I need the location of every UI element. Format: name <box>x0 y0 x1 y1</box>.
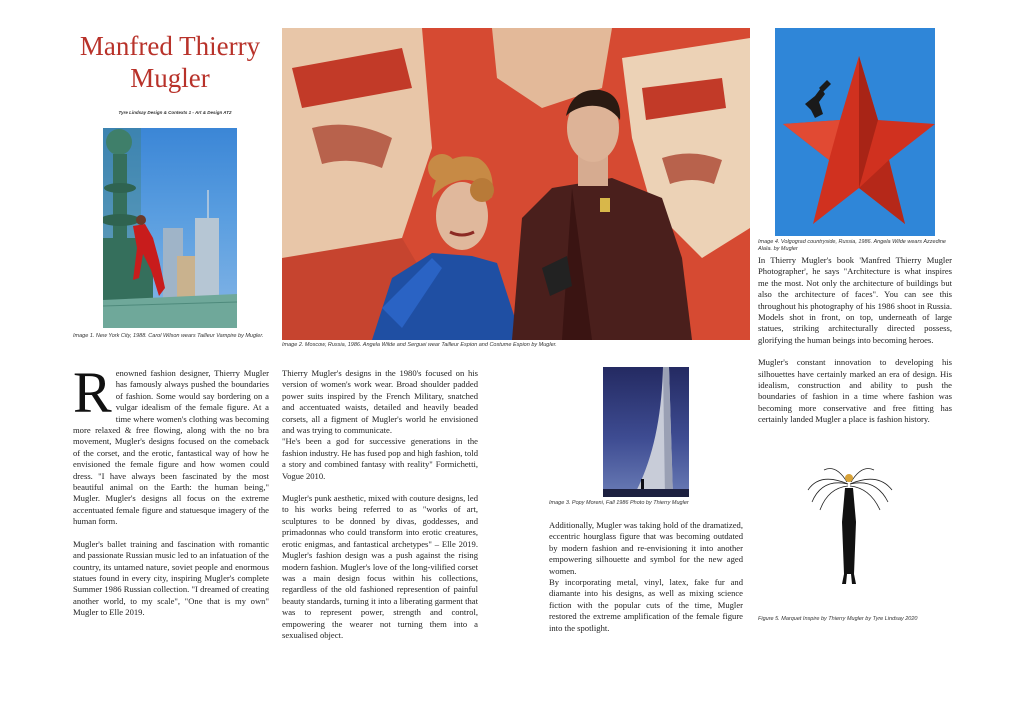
title-line-1: Manfred Thierry <box>79 31 261 61</box>
col1-paragraph-2: Mugler's ballet training and fascination with romantic and passionate Russian music led to an infatuation of the country, its untamed nature, soviet people and enormous statues found in every city, inspiring Mugler's complete Summer 1986 Russian collection. "I dreamed of creating another world, to my scale", "One that is my own" Mugler to Elle 2019. <box>73 538 269 618</box>
nyc-photo <box>103 128 237 328</box>
col4-paragraph-1: In Thierry Mugler's book 'Manfred Thierry Mugler Photographer', he says "Architecture is what inspires me the most. Not only the architecture of buildings but also the architecture of faces". You can see this throughout his photography of his 1986 shoot in Russia. Models shot in front, on top, underneath of large statues, striking architecturally directed possess, glorifying the human beings into becoming heroes. <box>758 255 952 345</box>
column-3-text <box>549 520 743 645</box>
drop-cap: R <box>73 360 112 425</box>
image-red-star <box>775 28 935 236</box>
caption-image-1: Image 1. New York City, 1988. Carol Wilson wears Tailleur Vampire by Mugler. <box>73 333 264 339</box>
page-title <box>70 30 270 94</box>
caption-figure-5: Figure 5. Marquet Inspire by Thierry Mugler by Tyre Lindsay 2020 <box>758 616 918 622</box>
col1-paragraph-1-text: enowned fashion designer, Thierry Mugler has famously always pushed the boundaries of fashion. Some would say bordering on a vulgar idealism of the female figure. At a time where women's clothing was becoming more relaxed & free flowing, along with the no bra movement, Mugler's designs focused on the comeback of the corset, and the erotic, fantastical way of how he envisioned the female figure and how women could dress. "I have always been fascinated by the most beautiful animal on the Earth: the human being," Mugler. Mugler's designs all focus on the extreme accentuated female figure and statuesque imagery of the human form. <box>73 368 269 527</box>
star-photo <box>775 28 935 236</box>
col1-paragraph-1 <box>73 360 269 528</box>
caption-image-3: Image 3. Popy Moreni, Fall 1986 Photo by Thierry Mugler <box>549 500 689 506</box>
caption-image-2: Image 2. Moscow, Russia, 1986. Angela Wilde and Serguei wear Tailleur Espion and Costume Espion by Mugler. <box>282 342 557 348</box>
col4-paragraph-2: Mugler's constant innovation to developing his silhouettes have certainly marked an era of design. His idealism, construction and ability to push the boundaries of fashion in a time where fashion was becoming more conservative and free fitting has certainly landed Mugler a place is fashion history. <box>758 357 952 425</box>
column-4-text <box>758 255 952 437</box>
image-moscow-mural <box>282 28 750 340</box>
col3-paragraph-2: By incorporating metal, vinyl, latex, fake fur and diamante into his designs, as well as mixing science fiction with the popular cuts of the time, Mugler restored the extreme amplification of the female figure into the spotlight. <box>549 577 743 633</box>
marquet-drawing <box>800 462 900 590</box>
column-2-text <box>282 368 478 652</box>
col3-paragraph-1: Additionally, Mugler was taking hold of the dramatized, eccentric hourglass figure that was becoming outdated by modern fashion and re-envisioning it into another empowering silhouette and symbol for the new aged women. <box>549 520 743 576</box>
popy-moreni-photo <box>603 367 689 497</box>
subtitle: Tyre Lindsay Design & Contexts 1 - Art & Design AT2 <box>118 110 232 115</box>
image-popy-moreni <box>603 367 689 497</box>
image-new-york-city <box>103 128 237 328</box>
col2-paragraph-2: "He's been a god for successive generations in the fashion industry. He has fused pop and high fashion, told a story and combined fantasy with reality" Formichetti, Vogue 2010. <box>282 436 478 481</box>
col2-paragraph-1: Thierry Mugler's designs in the 1980's focused on his version of women's work wear. Broad shoulder padded power suits inspired by the French Military, snatched and accentuated waists, detailed and heavily beaded corsets, all a figment of Mugler's world he envisioned and was trying to communicate. <box>282 368 478 436</box>
title-line-2: Mugler <box>130 63 210 93</box>
moscow-photo <box>282 28 750 340</box>
col2-paragraph-3: Mugler's punk aesthetic, mixed with couture designs, led to his works being referred to as "works of art, sculptures to be donned by divas, goddesses, and primadonnas who could transform into erotic creatures, erotic enigmas, and fantastical archetypes" – Elle 2019. Mugler's fashion design was a push against the rising modern fashion. Mugler's love of the long-vilified corset was a main design focus within his collections, regardless of the old fashioned represention of painful beauty standards, turning it into a liberating garment that was to represent power, strength and control, empowering the wearer not turning them into a sexualised object. <box>282 493 478 640</box>
caption-image-4: Image 4. Volgograd countryside, Russia, 1986. Angela Wilde wears Azzedine Alaïa. by Mugler <box>758 239 946 252</box>
column-1-text <box>73 360 269 630</box>
figure-marquet-inspire <box>800 462 900 590</box>
